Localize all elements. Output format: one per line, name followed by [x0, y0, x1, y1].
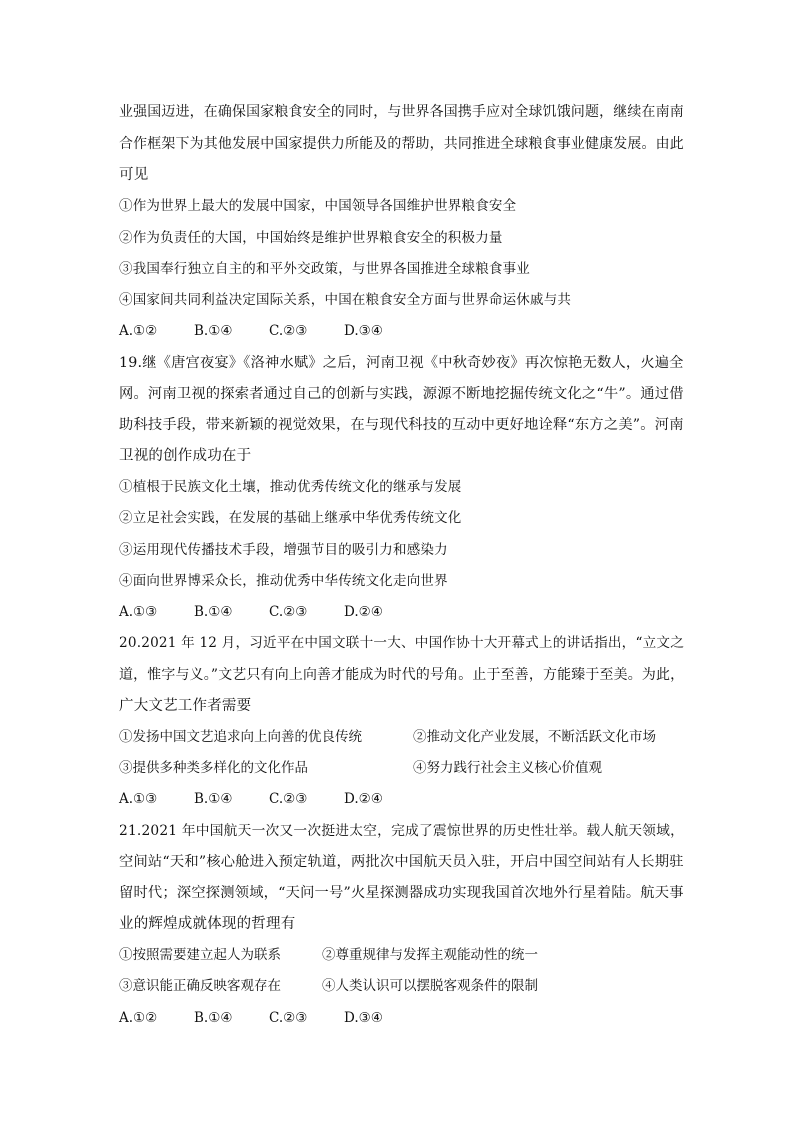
q19-option-a[interactable]: A.①③ — [119, 604, 158, 620]
q19-option-c[interactable]: C.②③ — [269, 604, 308, 620]
q19-option-d[interactable]: D.②④ — [344, 604, 383, 620]
q20-item-1: ①发扬中国文艺追求向上向善的优良传统 — [119, 729, 362, 745]
q18-item-1: ①作为世界上最大的发展中国家，中国领导各国维护世界粮食安全 — [119, 198, 517, 214]
q21-options — [119, 1008, 383, 1028]
q21-stem-line-3: 留时代；深空探测领域，“天问一号”火星探测器成功实现我国首次地外行星着陆。航天事 — [119, 885, 684, 901]
q21-option-b[interactable]: B.①④ — [194, 1010, 233, 1026]
q18-stem-line-3: 可见 — [119, 167, 149, 183]
q19-item-3: ③运用现代传播技术手段，增强节目的吸引力和感染力 — [119, 542, 448, 558]
q18-item-2: ②作为负责任的大国，中国始终是维护世界粮食安全的积极力量 — [119, 230, 503, 246]
q19-option-b[interactable]: B.①④ — [194, 604, 233, 620]
q18-option-a[interactable]: A.①② — [119, 323, 158, 339]
q21-item-2: ②尊重规律与发挥主观能动性的统一 — [322, 947, 538, 963]
q20-item-3: ③提供多种类多样化的文化作品 — [119, 760, 308, 776]
q19-stem-line-3: 助科技手段，带来新颖的视觉效果，在与现代科技的互动中更好地诠释“东方之美”。河南 — [119, 417, 684, 433]
q20-option-d[interactable]: D.②④ — [344, 791, 383, 807]
q21-item-4: ④人类认识可以摆脱客观条件的限制 — [322, 978, 538, 994]
q18-option-c[interactable]: C.②③ — [269, 323, 308, 339]
q20-stem-line-1: 20.2021 年 12 月，习近平在中国文联十一大、中国作协十大开幕式上的讲话指出，“立文之 — [119, 635, 685, 651]
q20-options — [119, 789, 383, 809]
q21-item-1: ①按照需要建立起人为联系 — [119, 947, 281, 963]
q21-option-a[interactable]: A.①② — [119, 1010, 158, 1026]
q18-option-d[interactable]: D.③④ — [344, 323, 383, 339]
q18-stem-line-1: 业强国迈进，在确保国家粮食安全的同时，与世界各国携手应对全球饥饿问题，继续在南南 — [119, 104, 684, 120]
q18-item-3: ③我国奉行独立自主的和平外交政策，与世界各国推进全球粮食事业 — [119, 261, 530, 277]
q19-stem-line-2: 网。河南卫视的探索者通过自己的创新与实践，源源不断地挖掘传统文化之“牛”。通过借 — [119, 386, 684, 402]
q21-option-c[interactable]: C.②③ — [269, 1010, 308, 1026]
q20-option-b[interactable]: B.①④ — [194, 791, 233, 807]
q20-stem-line-3: 广大文艺工作者需要 — [119, 698, 252, 714]
q19-item-2: ②立足社会实践，在发展的基础上继承中华优秀传统文化 — [119, 510, 462, 526]
q19-stem-line-4: 卫视的创作成功在于 — [119, 448, 252, 464]
q20-option-c[interactable]: C.②③ — [269, 791, 308, 807]
q20-option-a[interactable]: A.①③ — [119, 791, 158, 807]
q20-stem-line-2: 道，惟字与义。”文艺只有向上向善才能成为时代的号角。止于至善，方能臻于至美。为此， — [119, 667, 685, 683]
q18-item-4: ④国家间共同利益决定国际关系，中国在粮食安全方面与世界命运休戚与共 — [119, 292, 572, 308]
q21-stem-line-2: 空间站“天和”核心舱进入预定轨道，两批次中国航天员入驻，开启中国空间站有人长期驻 — [119, 854, 684, 870]
q20-item-2: ②推动文化产业发展，不断活跃文化市场 — [413, 729, 656, 745]
q20-item-4: ④努力践行社会主义核心价值观 — [413, 760, 602, 776]
q21-item-3: ③意识能正确反映客观存在 — [119, 978, 281, 994]
q18-stem-line-2: 合作框架下为其他发展中国家提供力所能及的帮助，共同推进全球粮食事业健康发展。由此 — [119, 136, 684, 152]
q21-stem-line-1: 21.2021 年中国航天一次又一次挺进太空，完成了震惊世界的历史性壮举。载人航天领域， — [119, 823, 685, 839]
q19-options — [119, 602, 383, 622]
q19-item-4: ④面向世界博采众长，推动优秀中华传统文化走向世界 — [119, 573, 448, 589]
q18-option-b[interactable]: B.①④ — [194, 323, 233, 339]
q19-stem-line-1: 19.继《唐宫夜宴》《洛神水赋》之后，河南卫视《中秋奇妙夜》再次惊艳无数人，火遍全 — [119, 355, 684, 371]
q21-stem-line-4: 业的辉煌成就体现的哲理有 — [119, 916, 296, 932]
q21-option-d[interactable]: D.③④ — [344, 1010, 383, 1026]
q19-item-1: ①植根于民族文化土壤，推动优秀传统文化的继承与发展 — [119, 479, 462, 495]
q18-options — [119, 321, 383, 341]
